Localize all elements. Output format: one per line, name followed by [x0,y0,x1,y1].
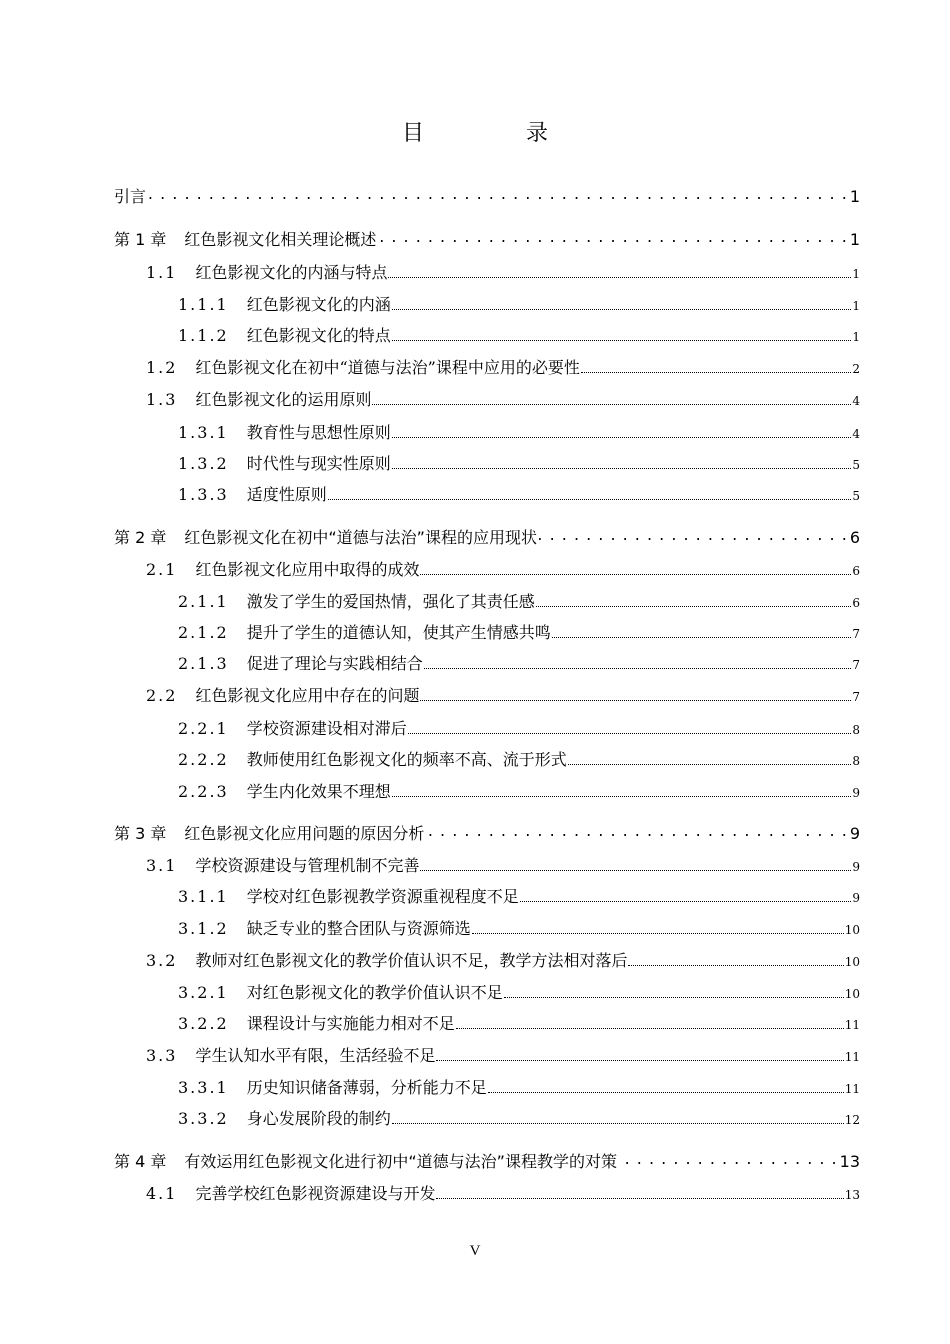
toc-entry-level-2[interactable] [178,482,860,505]
toc-entry-level-2[interactable] [178,1106,860,1129]
toc-entry-number: 1.3 [146,390,178,409]
toc-entry-level-2[interactable] [178,589,860,612]
toc-entry-label [114,525,537,548]
toc-dot-leader [426,823,847,839]
toc-entry-label [178,323,391,346]
toc-entry-text: 红色影视文化的内涵与特点 [195,263,388,282]
toc-dot-leader [552,625,852,638]
toc-entry-page: 13 [844,1188,860,1202]
toc-entry-text: 学校对红色影视教学资源重视程度不足 [246,887,519,906]
page-number-footer: V [469,1243,481,1259]
toc-dot-leader [472,921,844,934]
toc-dot-leader [568,752,852,765]
toc-entry-level-1[interactable] [146,355,860,378]
toc-entry-label [146,355,580,378]
toc-entry-label [146,557,419,580]
toc-dot-leader [436,1048,843,1061]
toc-entry-text: 学生认知水平有限，生活经验不足 [195,1046,436,1065]
toc-entry-page: 11 [844,1018,860,1032]
toc-entry-page: 11 [844,1050,860,1064]
toc-entry-page: 1 [849,230,860,249]
toc-entry-text: 教师使用红色影视文化的频率不高、流于形式 [246,750,567,769]
toc-entry-label [178,589,535,612]
toc-entry-number: 3.3.2 [178,1109,229,1128]
toc-entry-number: 第 4 章 [114,1152,167,1171]
toc-entry-page: 6 [852,564,860,578]
toc-entry-page: 11 [844,1082,860,1096]
toc-entry-level-1[interactable] [146,557,860,580]
toc-dot-leader [378,229,847,245]
toc-entry-page: 5 [852,489,860,503]
toc-entry-level-0[interactable] [114,1149,860,1172]
toc-entry-page: 13 [839,1152,860,1171]
toc-entry-label [178,980,503,1003]
toc-entry-page: 5 [852,458,860,472]
toc-entry-text: 红色影视文化的运用原则 [195,390,372,409]
toc-entry-text: 激发了学生的爱国热情，强化了其责任感 [246,592,535,611]
toc-entry-level-2[interactable] [178,451,860,474]
toc-dot-leader [392,425,852,438]
toc-entry-level-2[interactable] [178,884,860,907]
toc-entry-label [114,227,376,250]
toc-entry-label [178,451,391,474]
toc-entry-label [178,620,551,643]
toc-entry-level-2[interactable] [178,292,860,315]
toc-dot-leader [392,328,852,341]
toc-entry-label [146,683,419,706]
toc-entry-number: 1.1.2 [178,326,229,345]
toc-entry-number: 3.3 [146,1046,178,1065]
toc-dot-leader [392,456,852,469]
toc-entry-text: 红色影视文化应用中存在的问题 [195,686,420,705]
toc-entry-label [146,1043,435,1066]
toc-entry-page: 9 [852,860,860,874]
toc-entry-number: 3.1.1 [178,887,229,906]
toc-entry-text: 红色影视文化的内涵 [246,295,391,314]
toc-dot-leader [536,594,852,607]
toc-entry-page: 10 [844,987,860,1001]
toc-entry-text: 学校资源建设相对滞后 [246,719,407,738]
toc-entry-level-2[interactable] [178,651,860,674]
toc-entry-label [178,1075,487,1098]
toc-dot-leader [539,527,848,543]
toc-entry-page: 8 [852,723,860,737]
toc-entry-page: 4 [852,394,860,408]
toc-entry-level-1[interactable] [146,683,860,706]
toc-entry-page: 7 [852,658,860,672]
toc-entry-page: 12 [844,1113,860,1127]
toc-entry-label [178,292,391,315]
toc-dot-leader [619,1151,838,1167]
toc-dot-leader [581,360,852,373]
toc-entry-page: 1 [852,267,860,281]
toc-entry-label [178,916,471,939]
toc-entry-level-2[interactable] [178,716,860,739]
toc-entry-level-2[interactable] [178,779,860,802]
toc-entry-number: 3.2.1 [178,983,229,1002]
toc-entry-level-2[interactable] [178,1011,860,1034]
toc-entry-text: 红色影视文化在初中“道德与法治”课程的应用现状 [184,528,537,547]
toc-entry-number: 2.2.3 [178,782,229,801]
toc-entry-label [178,482,327,505]
toc-entry-text: 红色影视文化在初中“道德与法治”课程中应用的必要性 [195,358,580,377]
toc-dot-leader [456,1016,844,1029]
toc-entry-page: 1 [852,330,860,344]
toc-entry-page: 9 [852,786,860,800]
toc-entry-label [114,821,424,844]
toc-entry-text: 教育性与思想性原则 [246,423,391,442]
toc-entry-level-1[interactable] [146,948,860,971]
toc-entry-level-2[interactable] [178,1075,860,1098]
toc-entry-page: 7 [852,690,860,704]
toc-entry-number: 3.2.2 [178,1014,229,1033]
toc-entry-number: 2.1.3 [178,654,229,673]
toc-entry-level-0[interactable] [114,184,860,207]
toc-entry-number: 2.2.2 [178,750,229,769]
toc-dot-leader [420,688,851,701]
toc-dot-leader [392,784,852,797]
toc-entry-number: 2.1 [146,560,178,579]
toc-entry-number: 3.2 [146,951,178,970]
toc-entry-text: 提升了学生的道德认知，使其产生情感共鸣 [246,623,551,642]
toc-entry-number: 1.2 [146,358,178,377]
toc-dot-leader [504,985,844,998]
toc-entry-level-0[interactable] [114,525,860,548]
toc-entry-text: 引言 [114,187,147,206]
toc-entry-level-2[interactable] [178,747,860,770]
toc-entry-level-0[interactable] [114,821,860,844]
toc-entry-number: 2.1.1 [178,592,229,611]
toc-dot-leader [392,297,852,310]
toc-entry-page: 9 [849,824,860,843]
toc-entry-page: 6 [852,596,860,610]
toc-dot-leader [628,953,843,966]
toc-entry-text: 教师对红色影视文化的教学价值认识不足，教学方法相对落后 [195,951,628,970]
toc-entry-label [114,184,146,207]
toc-dot-leader [436,1186,843,1199]
toc-entry-text: 红色影视文化的特点 [246,326,391,345]
toc-dot-leader [424,656,852,669]
toc-entry-level-2[interactable] [178,916,860,939]
toc-entry-number: 3.1.2 [178,919,229,938]
toc-entry-page: 2 [852,362,860,376]
toc-entry-level-2[interactable] [178,620,860,643]
toc-entry-text: 适度性原则 [246,485,327,504]
toc-entry-number: 第 2 章 [114,528,167,547]
toc-dot-leader [372,392,851,405]
toc-entry-page: 8 [852,754,860,768]
toc-entry-label [146,853,419,876]
toc-entry-number: 第 3 章 [114,824,167,843]
toc-dot-leader [148,186,848,202]
toc-entry-level-1[interactable] [146,853,860,876]
toc-entry-label [178,716,407,739]
toc-dot-leader [328,487,852,500]
toc-entry-level-2[interactable] [178,420,860,443]
toc-entry-label [178,1106,391,1129]
toc-entry-page: 6 [849,528,860,547]
toc-entry-number: 2.2 [146,686,178,705]
toc-dot-leader [488,1080,844,1093]
toc-entry-text: 身心发展阶段的制约 [246,1109,391,1128]
toc-entry-number: 第 1 章 [114,230,167,249]
toc-entry-text: 历史知识储备薄弱，分析能力不足 [246,1078,487,1097]
page-title: 目 录 [401,121,588,146]
toc-entry-number: 2.2.1 [178,719,229,738]
toc-entry-number: 1.1.1 [178,295,229,314]
toc-entry-text: 课程设计与实施能力相对不足 [246,1014,455,1033]
toc-entry-text: 学校资源建设与管理机制不完善 [195,856,420,875]
toc-entry-level-1[interactable] [146,387,860,410]
toc-entry-label [178,651,423,674]
toc-entry-text: 完善学校红色影视资源建设与开发 [195,1184,436,1203]
toc-entry-page: 10 [844,955,860,969]
toc-entry-label [146,1181,435,1204]
toc-entry-number: 1.3.3 [178,485,229,504]
toc-entry-label [178,747,567,770]
toc-entry-text: 时代性与现实性原则 [246,454,391,473]
toc-dot-leader [520,889,852,902]
toc-entry-level-1[interactable] [146,1043,860,1066]
toc-entry-label [146,387,371,410]
toc-entry-label [146,260,387,283]
toc-entry-number: 3.1 [146,856,178,875]
toc-entry-number: 3.3.1 [178,1078,229,1097]
toc-entry-number: 4.1 [146,1184,178,1203]
toc-entry-level-1[interactable] [146,260,860,283]
toc-entry-text: 对红色影视文化的教学价值认识不足 [246,983,503,1002]
toc-entry-label [178,420,391,443]
toc-entry-level-1[interactable] [146,1181,860,1204]
toc-entry-number: 2.1.2 [178,623,229,642]
toc-entry-page: 1 [852,299,860,313]
toc-entry-page: 9 [852,891,860,905]
toc-entry-level-0[interactable] [114,227,860,250]
toc-entry-page: 7 [852,627,860,641]
toc-dot-leader [408,721,852,734]
toc-entry-number: 1.1 [146,263,178,282]
toc-entry-label [178,779,391,802]
toc-dot-leader [420,562,851,575]
toc-entry-level-2[interactable] [178,980,860,1003]
toc-entry-label [114,1149,617,1172]
toc-entry-level-2[interactable] [178,323,860,346]
toc-entry-label [178,884,519,907]
toc-entry-page: 1 [849,187,860,206]
toc-entry-text: 学生内化效果不理想 [246,782,391,801]
toc-entry-number: 1.3.2 [178,454,229,473]
toc-entry-text: 红色影视文化应用中取得的成效 [195,560,420,579]
toc-entry-label [178,1011,455,1034]
toc-entry-page: 4 [852,427,860,441]
toc-entry-text: 红色影视文化相关理论概述 [184,230,377,249]
toc-dot-leader [420,858,851,871]
toc-entry-number: 1.3.1 [178,423,229,442]
toc-entry-label [146,948,627,971]
toc-entry-text: 红色影视文化应用问题的原因分析 [184,824,425,843]
toc-entry-page: 10 [844,923,860,937]
toc-dot-leader [388,265,851,278]
toc-dot-leader [392,1111,844,1124]
toc-entry-text: 缺乏专业的整合团队与资源筛选 [246,919,471,938]
toc-entry-text: 促进了理论与实践相结合 [246,654,423,673]
toc-entry-text: 有效运用红色影视文化进行初中“道德与法治”课程教学的对策 [184,1152,617,1171]
